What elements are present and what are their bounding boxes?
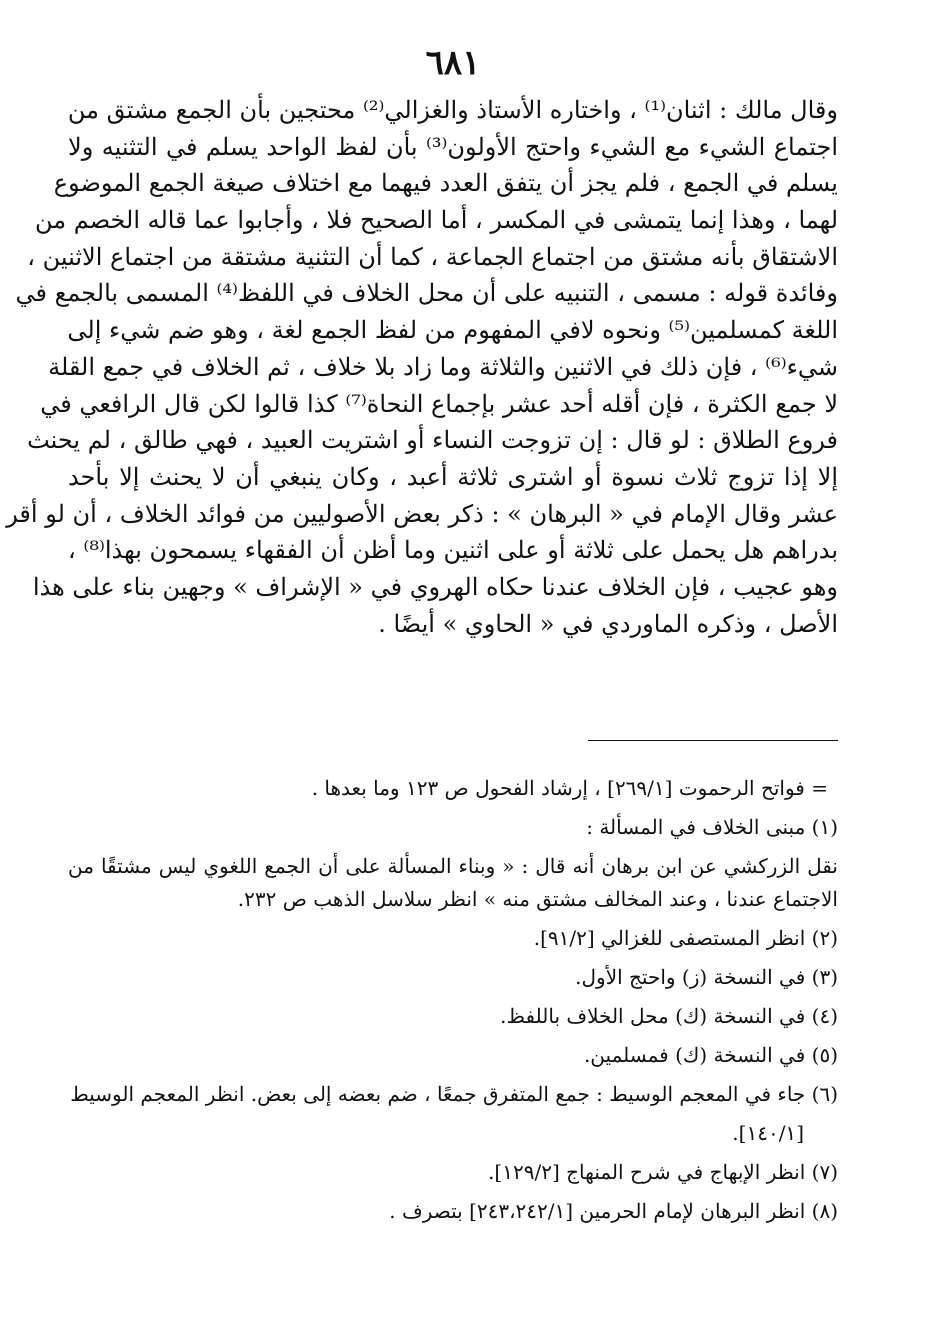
- footnote-2: (٢) انظر المستصفى للغزالي [٩١/٢].: [533, 926, 838, 950]
- page-number: ٦٨١: [425, 43, 481, 83]
- footnote-3: (٣) في النسخة (ز) واحتج الأول.: [575, 965, 838, 989]
- footnote-separator: [588, 740, 838, 741]
- text-line: بدراهم هل يحمل على ثلاثة أو على اثنين وما أظن أن الفقهاء يسمحون بهذا⁽⁸⁾ ،: [68, 536, 839, 565]
- book-page: [6, 40, 839, 1320]
- footnote-8: (٨) انظر البرهان لإمام الحرمين [٢٤٣،٢٤٢/١] بتصرف .: [389, 1199, 838, 1223]
- text-line: الاشتقاق بأنه مشتق من اجتماع الجماعة ، كما أن التثنية مشتقة من اجتماع الاثنين ،: [27, 242, 838, 271]
- text-line: يسلم في الجمع ، فلم يجز أن يتفق العدد فيهما مع اختلاف صيغة الجمع الموضوع: [53, 169, 838, 198]
- text-line: لا جمع الكثرة ، فإن أقله أحد عشر بإجماع النحاة⁽⁷⁾ كذا قالوا لكن قال الرافعي في: [40, 389, 838, 418]
- text-line: اللغة كمسلمين⁽⁵⁾ ونحوه لافي المفهوم من لفظ الجمع لغة ، وهو ضم شيء إلى: [67, 316, 838, 345]
- text-line: وفائدة قوله : مسمى ، التنبيه على أن محل الخلاف في اللفظ⁽⁴⁾ المسمى بالجمع في: [15, 279, 838, 308]
- footnote-5: (٥) في النسخة (ك) فمسلمين.: [583, 1043, 838, 1067]
- footnote-6: (٦) جاء في المعجم الوسيط : جمع المتفرق جمعًا ، ضم بعضه إلى بعض. انظر المعجم الوسيط: [70, 1082, 838, 1106]
- text-line: وقال مالك : اثنان⁽¹⁾ ، واختاره الأستاذ والغزالي⁽²⁾ محتجين بأن الجمع مشتق من: [67, 96, 838, 124]
- footnote-1-body: نقل الزركشي عن ابن برهان أنه قال : « وبناء المسألة على أن الجمع اللغوي ليس مشتقًا من الاجتماع عندنا ، وعند المخالف مشتق منه » انظر سلاسل الذهب ص ٢٣٢.: [68, 854, 838, 911]
- text-line: عشر وقال الإمام في « البرهان » : ذكر بعض الأصوليين من فوائد الخلاف ، أن لو أقر: [6, 499, 838, 528]
- text-line: فروع الطلاق : لو قال : إن تزوجت النساء أو اشتريت العبيد ، فهي طالق ، لم يحنث: [27, 426, 838, 455]
- footnote-6-continued: [١٤٠/١].: [732, 1121, 804, 1145]
- text-line: شيء⁽⁶⁾ ، فإن ذلك في الاثنين والثلاثة وما زاد بلا خلاف ، ثم الخلاف في جمع القلة: [48, 352, 838, 381]
- text-line: وهو عجيب ، فإن الخلاف عندنا حكاه الهروي في « الإشراف » وجهين بناء على هذا: [32, 572, 838, 601]
- text-line: لهما ، وهذا إنما يتمشى في المكسر ، أما الصحيح فلا ، وأجابوا عما قاله الخصم من: [34, 206, 838, 235]
- text-line: إلا إذا تزوج ثلاث نسوة أو اشترى ثلاثة أعبد ، وكان ينبغي أن لا يحنث إلا بأحد: [68, 462, 838, 491]
- footnote-continuation: = فواتح الرحموت [٢٦٩/١] ، إرشاد الفحول ص ١٢٣ وما بعدها .: [311, 776, 828, 800]
- main-text: [6, 92, 839, 642]
- footnote-1-title: (١) مبنى الخلاف في المسألة :: [586, 815, 838, 839]
- footnote-7: (٧) انظر الإبهاج في شرح المنهاج [١٢٩/٢].: [488, 1160, 838, 1184]
- text-line: الأصل ، وذكره الماوردي في « الحاوي » أيضًا .: [378, 609, 838, 638]
- text-line: اجتماع الشيء مع الشيء واحتج الأولون⁽³⁾ بأن لفظ الواحد يسلم في التثنيه ولا: [68, 132, 838, 161]
- footnote-4: (٤) في النسخة (ك) محل الخلاف باللفظ.: [500, 1004, 838, 1028]
- footnotes: [68, 772, 838, 1234]
